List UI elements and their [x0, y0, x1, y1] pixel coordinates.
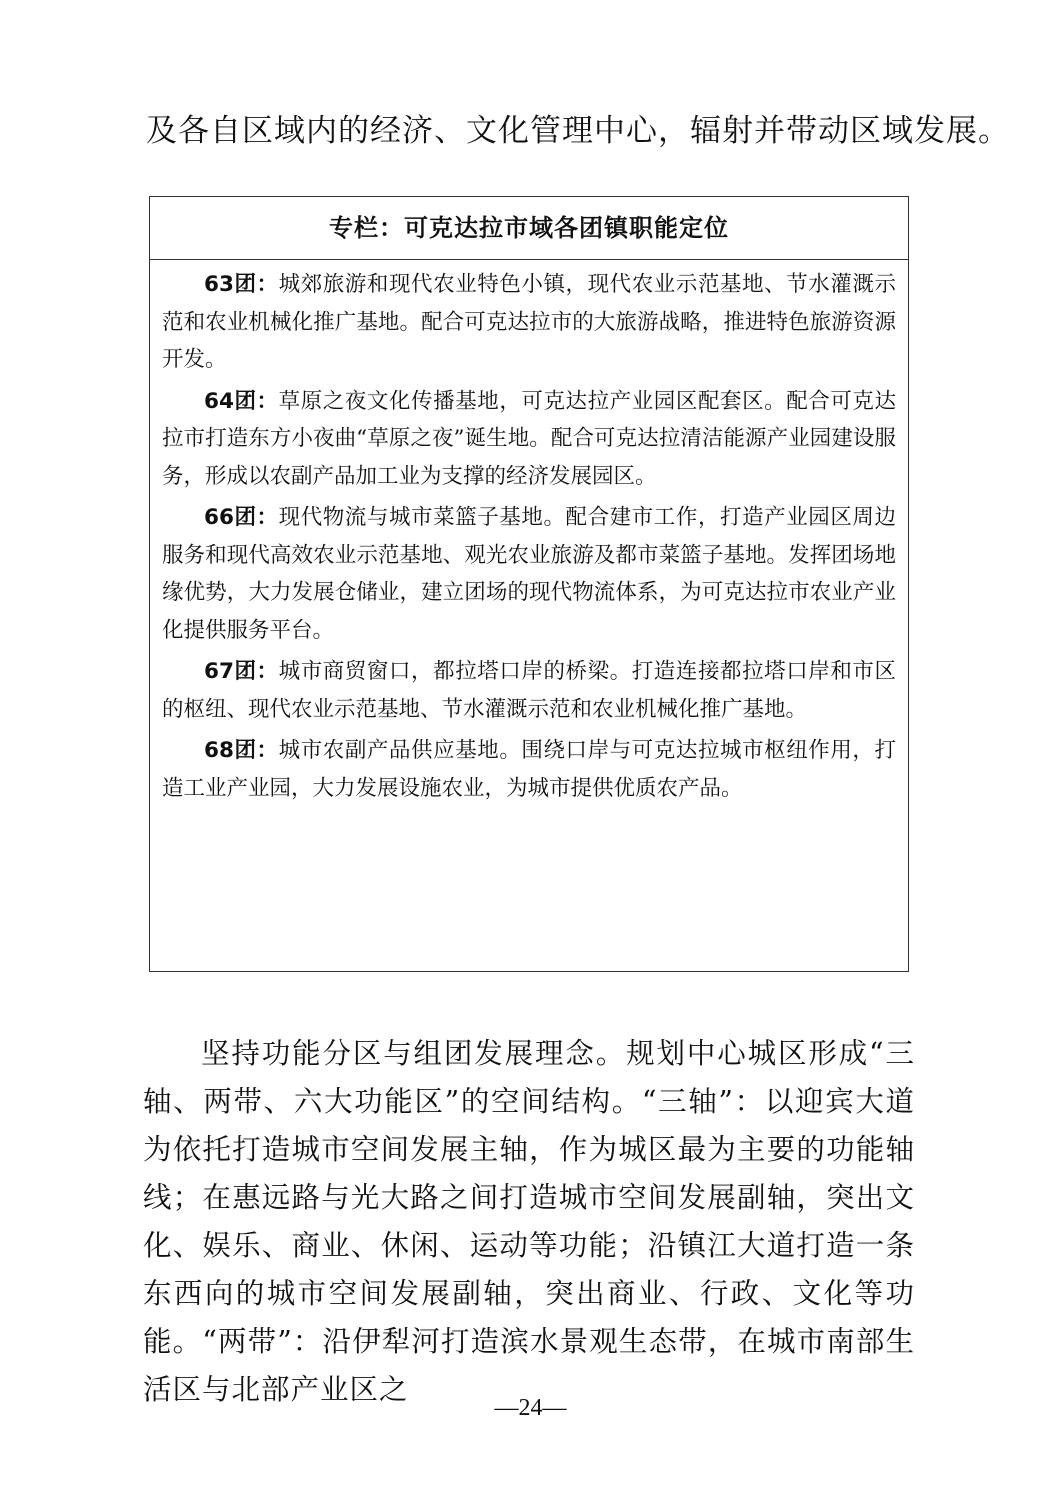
item-text: 城市商贸窗口，都拉塔口岸的桥梁。打造连接都拉塔口岸和市区的枢纽、现代农业示范基地、节水灌溉示范和农业机械化推广基地。 [162, 659, 896, 722]
item-text: 现代物流与城市菜篮子基地。配合建市工作，打造产业园区周边服务和现代高效农业示范基地、观光农业旅游及都市菜篮子基地。发挥团场地缘优势，大力发展仓储业，建立团场的现代物流体系，为可克达拉市农业产业化提供服务平台。 [162, 505, 896, 643]
sidebar-body [150, 260, 908, 807]
sidebar-box [149, 196, 909, 972]
sidebar-item-66 [162, 499, 896, 649]
sidebar-item-67 [162, 653, 896, 728]
sidebar-item-64 [162, 383, 896, 496]
paragraph-text: 规划中心城区形成“三轴、两带、六大功能区”的空间结构。“三轴”：以迎宾大道为依托打造城市空间发展主轴，作为城区最为主要的功能轴线；在惠远路与光大路之间打造城市空间发展副轴，突出文化、娱乐、商业、休闲、运动等功能；沿镇江大道打造一条东西向的城市空间发展副轴，突出商业、行政、文化等功能。“两带”：沿伊犁河打造滨水景观生态带，在城市南部生活区与北部产业区之 [143, 1037, 915, 1406]
main-paragraph [143, 1030, 915, 1414]
item-text: 草原之夜文化传播基地，可克达拉产业园区配套区。配合可克达拉市打造东方小夜曲“草原之夜”诞生地。配合可克达拉清洁能源产业园建设服务，形成以农副产品加工业为支撑的经济发展园区。 [162, 388, 896, 489]
item-label: 64团： [204, 388, 279, 414]
sidebar-item-68 [162, 732, 896, 807]
paragraph-lead: 坚持功能分区与组团发展理念。 [201, 1037, 627, 1070]
item-label: 67团： [204, 659, 279, 684]
item-text: 城市农副产品供应基地。围绕口岸与可克达拉城市枢纽作用，打造工业产业园，大力发展设施农业，为城市提供优质农产品。 [162, 738, 896, 801]
item-text: 城郊旅游和现代农业特色小镇，现代农业示范基地、节水灌溉示范和农业机械化推广基地。配合可克达拉市的大旅游战略，推进特色旅游资源开发。 [162, 272, 896, 372]
item-label: 66团： [204, 505, 279, 530]
page-number: —24— [494, 1395, 567, 1421]
sidebar-item-63 [162, 266, 896, 379]
item-label: 68团： [204, 738, 279, 763]
intro-line: 及各自区域内的经济、文化管理中心，辐射并带动区域发展。 [146, 113, 1010, 149]
item-label: 63团： [204, 272, 279, 297]
sidebar-title: 专栏：可克达拉市域各团镇职能定位 [150, 197, 908, 260]
